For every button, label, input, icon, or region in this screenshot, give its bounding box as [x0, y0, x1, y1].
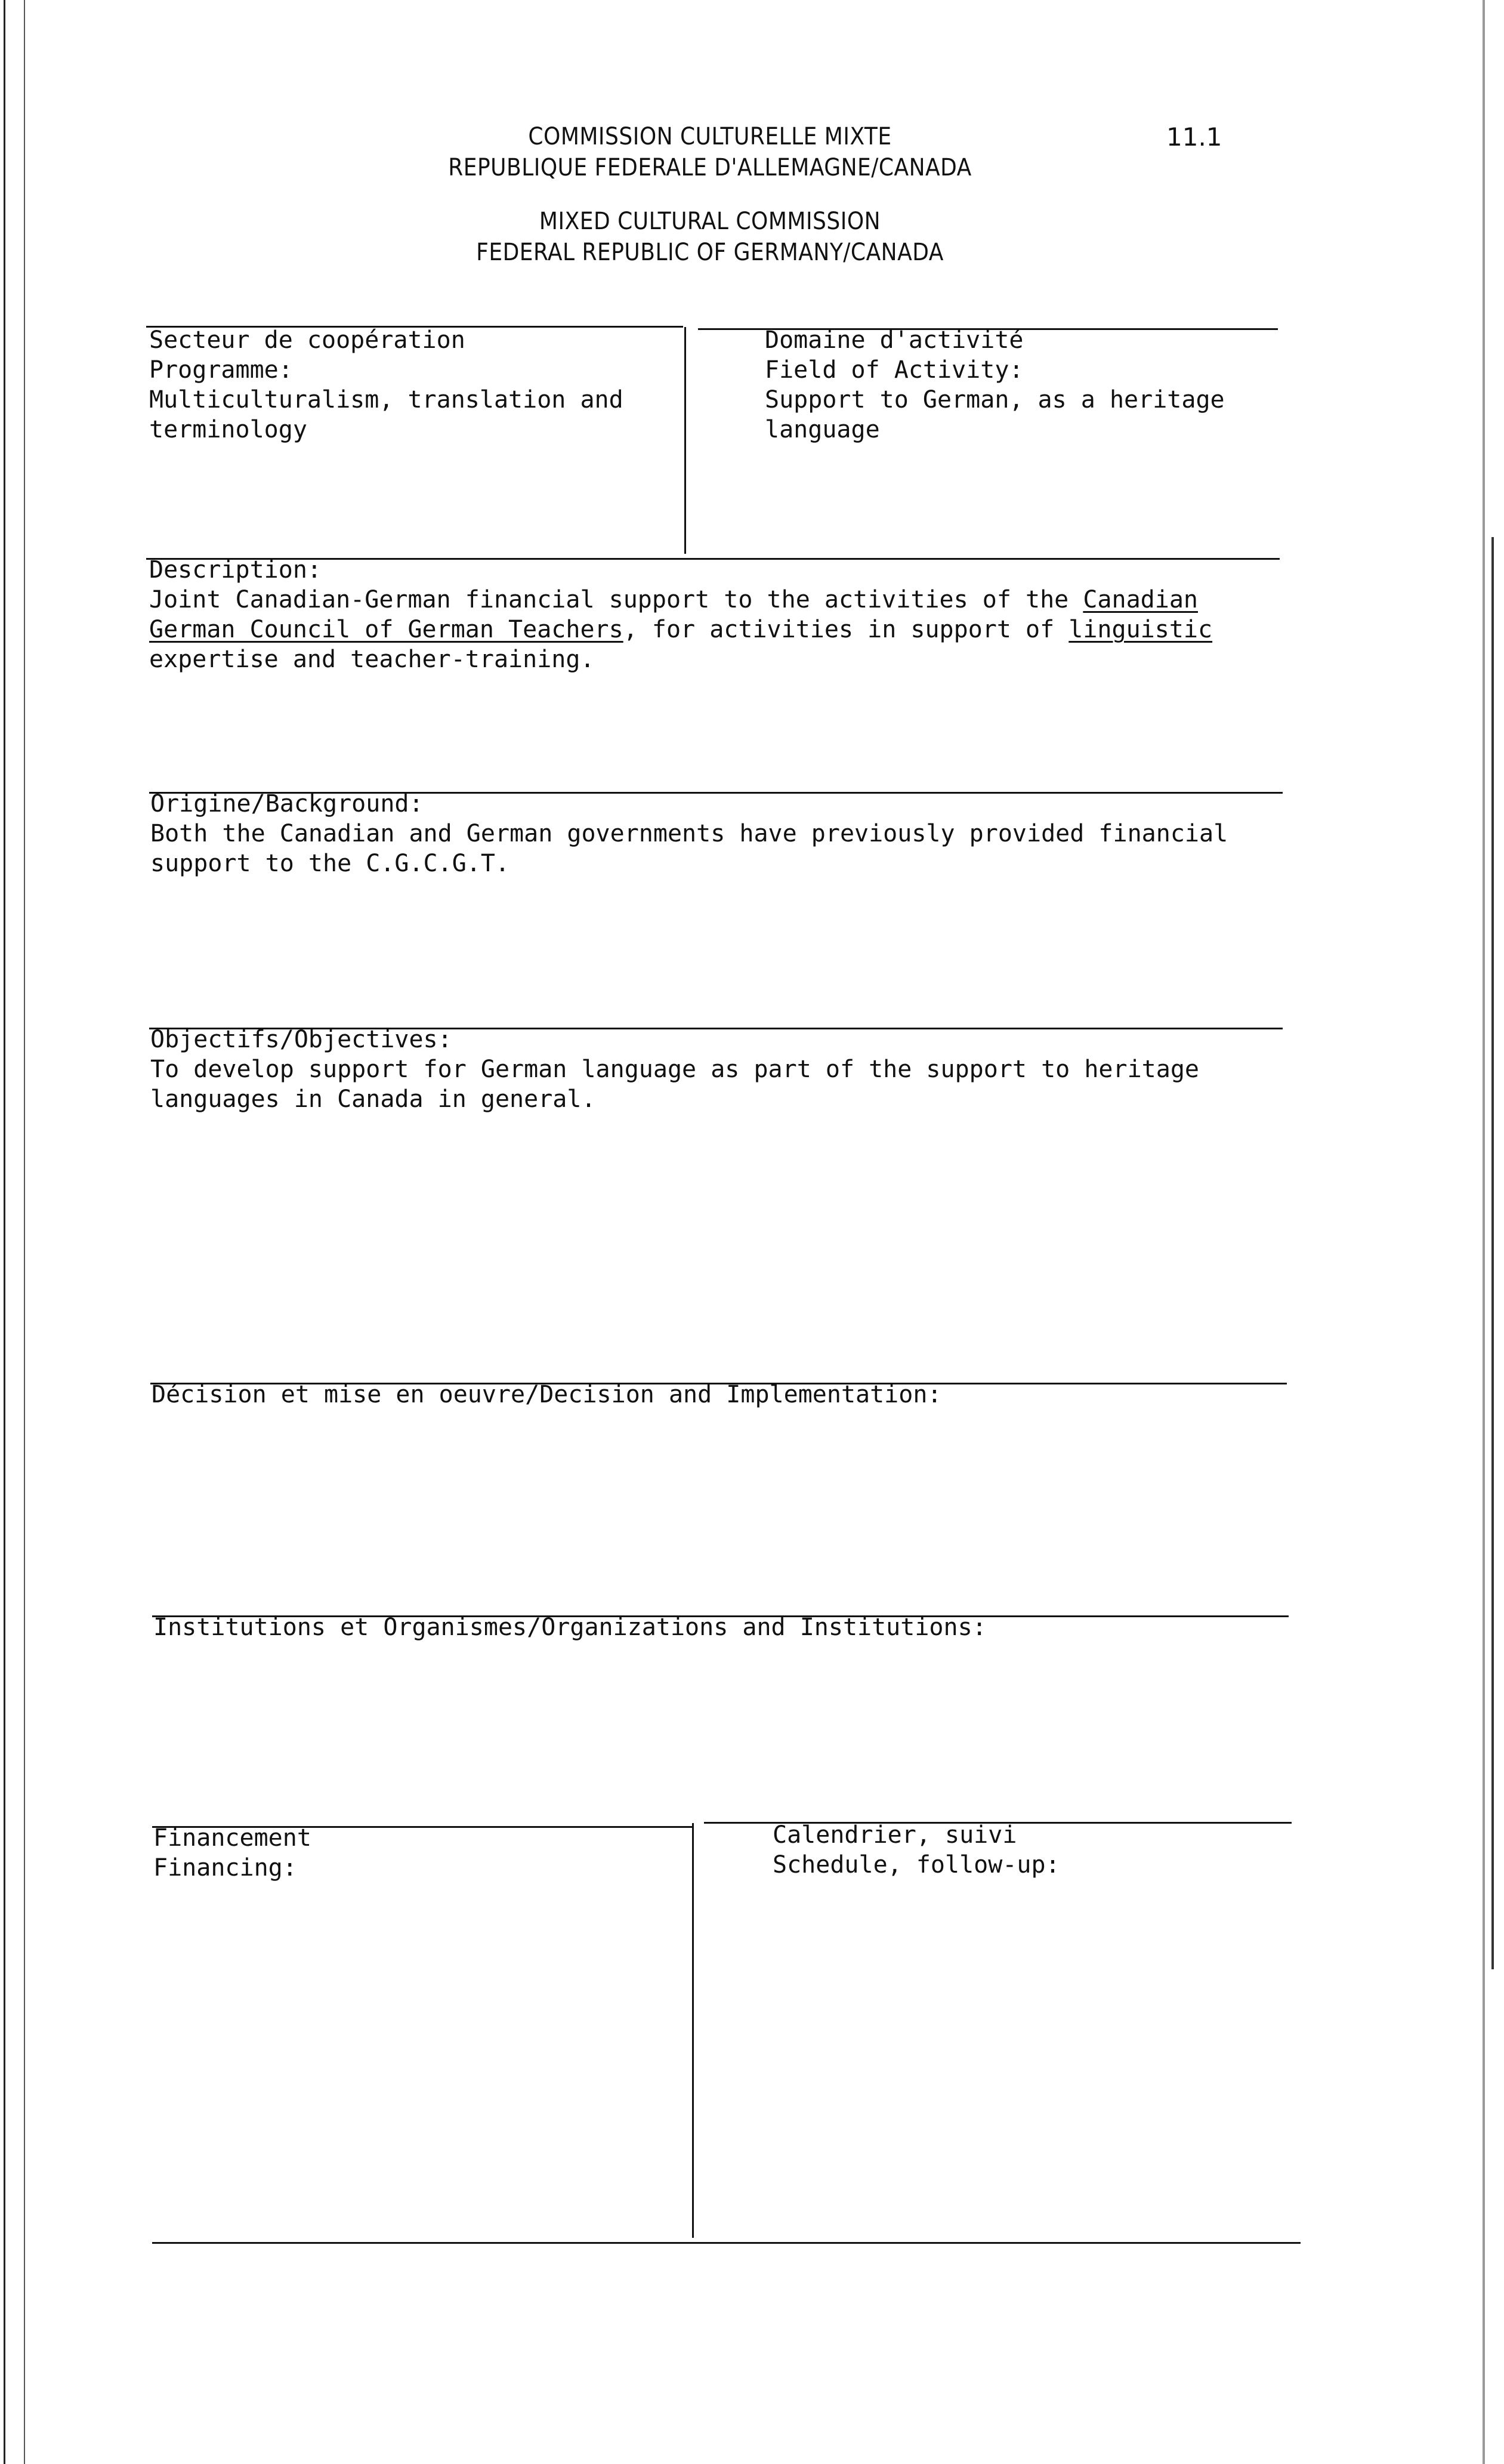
decision-label: Décision et mise en oeuvre/Decision and Implementation: — [152, 1381, 942, 1408]
header-french — [358, 121, 1062, 183]
page-number: 11.1 — [1166, 122, 1222, 152]
description-line3: expertise and teacher-training. — [149, 646, 595, 673]
financing-label-en: Financing: — [153, 1854, 297, 1882]
description-line2-text: , for activities in support of — [623, 616, 1069, 643]
sector-label-en: Programme: — [149, 356, 293, 384]
financing-bottom-rule — [152, 2242, 1301, 2244]
description-underlined-linguistic: linguistic — [1068, 616, 1213, 643]
description-line1 — [149, 585, 1198, 615]
description-underlined-canadian: Canadian — [1083, 586, 1198, 613]
field-label-en: Field of Activity: — [765, 356, 1024, 384]
field-value-line1: Support to German, as a heritage — [765, 386, 1225, 414]
sector-field-divider — [684, 327, 686, 554]
institutions-label: Institutions et Organismes/Organizations and Institutions: — [153, 1614, 987, 1641]
header-en-line1: MIXED CULTURAL COMMISSION — [539, 208, 881, 235]
scan-edge-right-outer — [1491, 537, 1494, 1969]
field-value-line2: language — [765, 416, 880, 443]
financing-schedule-divider — [692, 1823, 694, 2238]
description-label: Description: — [149, 556, 322, 584]
background-line1: Both the Canadian and German governments have previously provided financial — [150, 820, 1228, 847]
scan-edge-left-inner — [24, 0, 25, 2464]
objectives-label: Objectifs/Objectives: — [150, 1026, 452, 1053]
description-underlined-council: German Council of German Teachers — [149, 616, 623, 643]
field-label-fr: Domaine d'activité — [765, 326, 1024, 354]
header-fr-line2: REPUBLIQUE FEDERALE D'ALLEMAGNE/CANADA — [448, 154, 972, 181]
background-line2: support to the C.G.C.G.T. — [150, 850, 510, 877]
sector-value-line2: terminology — [149, 416, 307, 443]
header-fr-line1: COMMISSION CULTURELLE MIXTE — [528, 123, 892, 150]
financing-label-fr: Financement — [153, 1824, 311, 1852]
objectives-line1: To develop support for German language as part of the support to heritage — [150, 1056, 1199, 1083]
background-label: Origine/Background: — [150, 790, 424, 818]
sector-value-line1: Multiculturalism, translation and — [149, 386, 623, 414]
objectives-line2: languages in Canada in general. — [150, 1085, 596, 1113]
header-english — [358, 206, 1062, 268]
description-line1-text: Joint Canadian-German financial support to the activities of the — [149, 586, 1083, 613]
scan-edge-right — [1483, 0, 1485, 2464]
schedule-label-fr: Calendrier, suivi — [773, 1821, 1017, 1849]
scan-edge-left — [4, 0, 5, 2464]
sector-label-fr: Secteur de coopération — [149, 326, 465, 354]
header-en-line2: FEDERAL REPUBLIC OF GERMANY/CANADA — [476, 239, 944, 266]
description-line2 — [149, 615, 1212, 644]
schedule-label-en: Schedule, follow-up: — [773, 1851, 1060, 1879]
